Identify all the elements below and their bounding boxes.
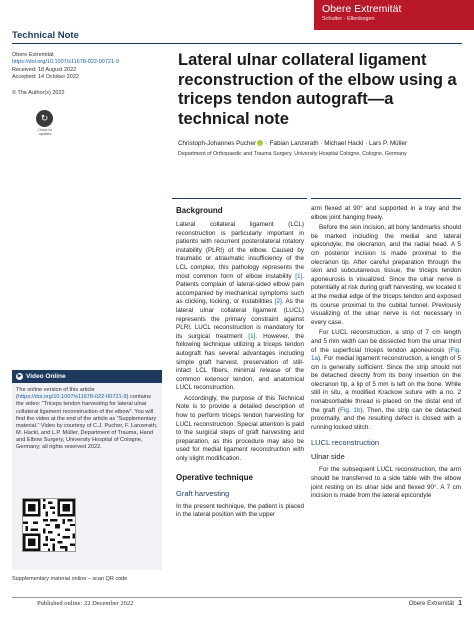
body-column-1 <box>176 205 304 522</box>
footer-journal-page <box>409 600 462 607</box>
video-online-header <box>12 370 162 383</box>
check-for-updates-label: Check for updates <box>37 128 53 136</box>
subsection-heading-graft: Graft harvesting <box>176 488 230 498</box>
background-paragraph-1 <box>176 221 304 393</box>
orcid-icon[interactable] <box>257 140 263 146</box>
citation-link[interactable]: [1] <box>248 332 256 340</box>
text-run: ). Then, the strip can be detached proximally, and the resulting defect is closed with a running locked stitch. <box>311 406 461 431</box>
journal-badge-publisher: Schulter · Ellenbogen <box>322 16 375 22</box>
text-run: . Patients complain of lateral-sided elbow pain accompanied by mechanical symptoms such as clicking, locking, or instabilities <box>176 272 304 306</box>
article-type-label: Technical Note <box>12 30 79 41</box>
author-list <box>178 140 470 148</box>
column1-divider <box>172 198 307 199</box>
text-run: For LUCL reconstruction, a strip of 7 cm length and 5 mm width can be dissected from the ulnar third of the superficial triceps tendon aponeurosis ( <box>311 329 461 354</box>
journal-badge <box>314 0 474 30</box>
article-title: Lateral ulnar collateral ligament reconstruction of the elbow using a triceps tendon autograft—a technical note <box>178 51 457 128</box>
graft-paragraph-1: In the present technique, the patient is placed in the lateral position with the upper <box>176 502 304 519</box>
author-first: Christoph-Johannes Pucher <box>178 140 257 147</box>
column2-divider <box>311 198 461 199</box>
text-run: . However, the following technique utilizing a triceps tendon autograft has several advantages including simple graft harvest, preservation of still-intact LCL fibers, minimal release of the common extensor tendon, and anatomical LUCL reconstruction. <box>176 332 304 392</box>
article-metadata <box>12 52 162 97</box>
meta-doi-link[interactable]: https://doi.org/10.1007/s11678-022-00721-9 <box>12 59 119 66</box>
check-for-updates-icon[interactable]: ↻ <box>36 110 53 127</box>
video-online-title: Video Online <box>26 373 66 381</box>
footer-divider <box>12 597 462 598</box>
meta-received: Received: 18 August 2022 <box>12 66 77 73</box>
figure-link-1a[interactable]: Fig. 1a <box>311 346 461 363</box>
background-paragraph-2: Accordingly, the purpose of this Technical Note is to provide a detailed description of how to perform triceps tendon harvesting for LUCL reconstruction. Special attention is paid to the surgical steps of graft harvesting and preparation, as this procedure may also be used for medial ligament reconstruction with only slight modification. <box>176 394 304 463</box>
body-column-2 <box>311 205 461 503</box>
text-run: The online version of this article ( <box>16 387 95 401</box>
graft-paragraph-continued: arm flexed at 90° and supported in a tray and the elbow joint hanging freely. <box>311 205 461 221</box>
qr-code-icon[interactable] <box>22 498 76 552</box>
subsection-heading-ulnar: Ulnar side <box>311 452 345 462</box>
header-divider <box>12 43 462 44</box>
journal-badge-name: Obere Extremität <box>322 3 402 15</box>
subsection-heading-lucl: LUCL reconstruction <box>311 438 380 448</box>
author-affiliation: Department of Orthopaedic and Trauma Surgery, University Hospital Cologne, Cologne, Germany <box>178 151 407 157</box>
supplementary-caption: Supplementary material online – scan QR code <box>12 576 128 582</box>
meta-journal: Obere Extremität <box>12 52 54 58</box>
meta-copyright: © The Author(s) 2022 <box>12 89 65 96</box>
section-heading-operative: Operative technique <box>176 472 253 482</box>
footer-journal-name: Obere Extremität <box>408 601 455 607</box>
text-run: Lateral collateral ligament (LCL) reconstruction is particularly important in patients with recurrent posterolateral rotatory instability (PLRI) of the elbow. Caused by traumatic or atraumatic insufficiency of the LCL complex, this pathology represents the most common form of elbow instability <box>176 221 304 280</box>
video-online-text <box>12 383 162 455</box>
text-run: ). For medial ligament reconstruction, a length of 5 cm is generally sufficient. Since the strip should not be detached directly from its bony insertion on the olecranon tip, a lip of 5 mm is left on the bone. While still in situ, a modified Krackow suture with a no. 2 nonabsorbable thread is placed on the distal end of the graft ( <box>311 355 461 414</box>
citation-link[interactable]: [1] <box>295 272 303 280</box>
page-number: 1 <box>458 600 462 607</box>
citation-link[interactable]: [2] <box>274 298 282 306</box>
figure-link-1b[interactable]: Fig. 1b <box>340 406 361 414</box>
ulnar-paragraph-1: For the subsequent LUCL reconstruction, the arm should be transferred to a side table with the elbow joint resting on its ulnar side and flexed 90°. A 7 cm incision is made from the lateral epicondyle <box>311 466 461 500</box>
text-run: ) contains the video: “Triceps tendon harvesting for lateral ulnar collateral ligament reconstruction of the elbow”. You will find the video at the end of the article as “Supplementary material.” Video by courtesy of C.J. Pucher, F. Lanzerath, M. Hackl, and L.P. Müller, Department of Trauma, Hand and Elbow Surgery, University Hospital of Cologne, Germany; all rights reserved 2022. <box>16 394 158 450</box>
section-heading-background: Background <box>176 206 223 215</box>
graft-paragraph-2: Before the skin incision, all bony landmarks should be marked including the medial and lateral epicondyle, the olecranon, and the radial head. A 5 cm posterior incision is made proximal to the olecranon tip. After careful preparation through the skin and subcutaneous tissue, the triceps tendon aponeurosis is visualized. Since the ulnar nerve is potentially at risk during graft harvesting, we located it at the medial edge of the triceps tendon and exposed its course proximal to the cubital tunnel. Previously visualizing of the ulnar nerve is not necessary in every case. <box>311 224 461 326</box>
author-rest: · Fabian Lanzerath · Michael Hackl · Lars P. Müller <box>264 140 408 147</box>
graft-paragraph-3 <box>311 329 461 432</box>
text-run: . As the lateral ulnar collateral ligament (LUCL) represents the primary constraint against PLRI, LUCL reconstruction is mandatory for its surgical treatment <box>176 298 304 340</box>
published-online-date: Published online: 22 December 2022 <box>37 600 134 607</box>
video-doi-link[interactable]: https://doi.org/10.1007/s11678-022-00721-9 <box>17 394 127 401</box>
video-camera-icon: ▶ <box>17 373 22 379</box>
meta-accepted: Accepted: 14 October 2022 <box>12 74 79 81</box>
